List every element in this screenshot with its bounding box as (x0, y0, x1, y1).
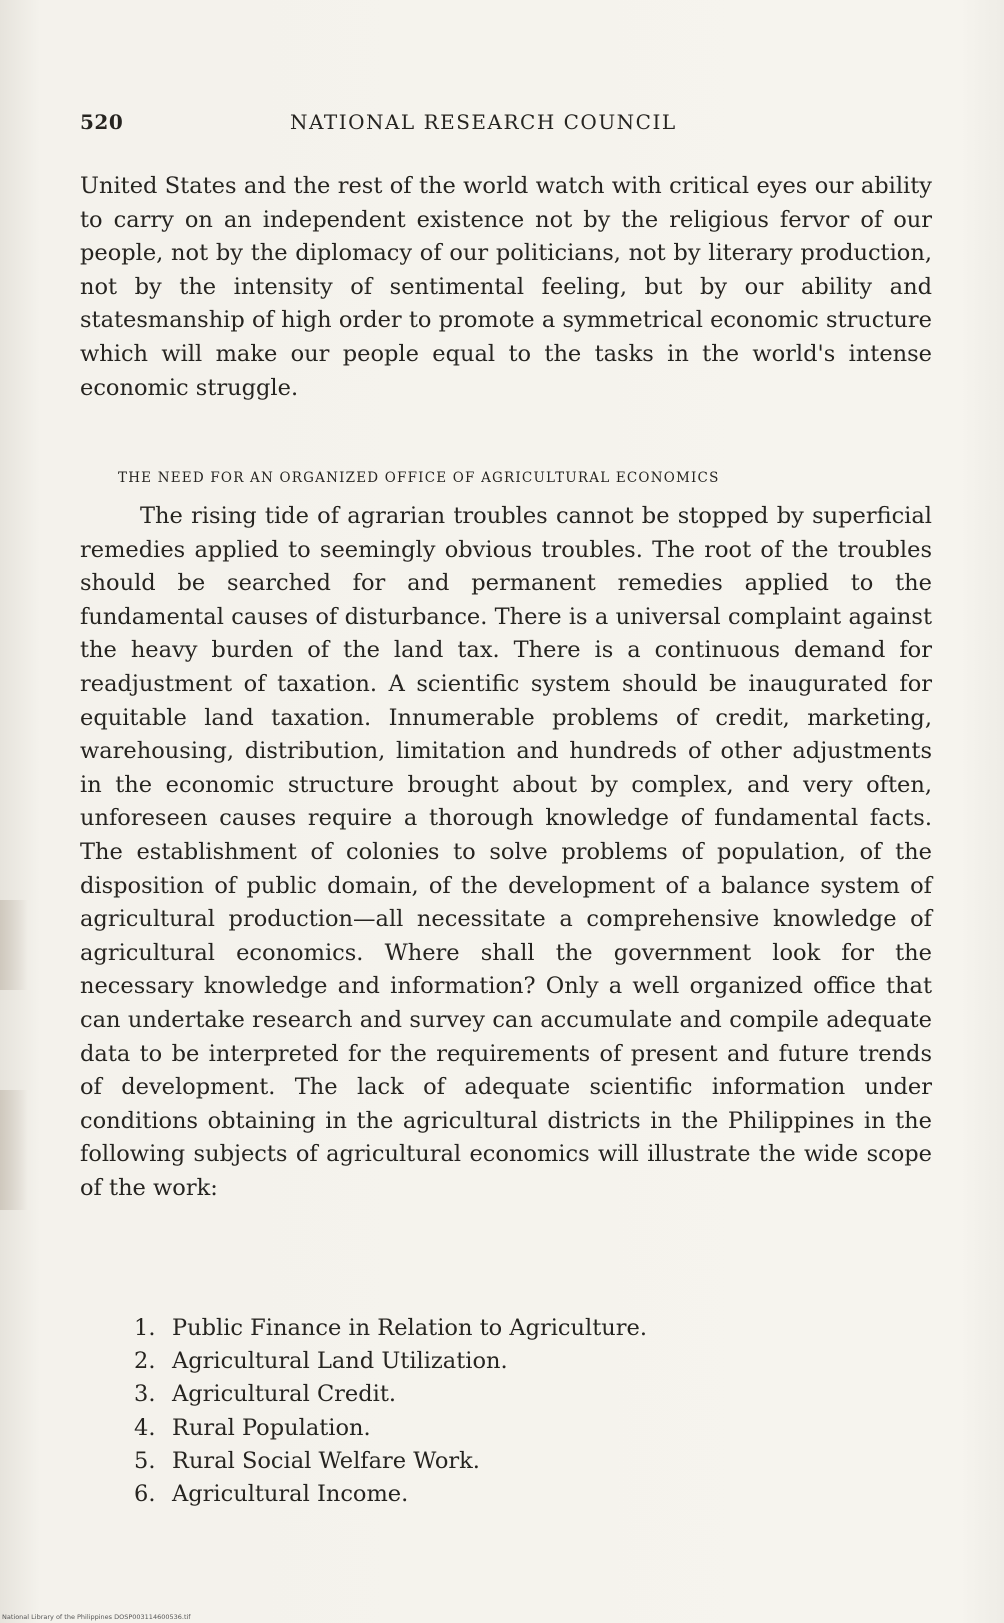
edge-smudge (0, 900, 28, 990)
paragraph-2: The rising tide of agrarian troubles cannot be stopped by superficial remedies applied to seemingly obvious troubles. The root of the troubles should be searched for and permanent remedies applied to the fundamental causes of disturbance. There is a universal complaint against the heavy burden of the land tax. There is a continuous demand for readjustment of taxation. A scientific system should be inaugurated for equitable land taxation. Innumerable problems of credit, marketing, warehousing, distribution, limitation and hundreds of other adjustments in the economic structure brought about by complex, and very often, unforeseen causes require a thorough knowledge of fundamental facts. The establishment of colonies to solve problems of population, of the disposition of public domain, of the development of a balance system of agricultural production—all necessitate a comprehensive knowledge of agricultural economics. Where shall the government look for the necessary knowledge and information? Only a well organized office that can undertake research and survey can accumulate and compile adequate data to be interpreted for the requirements of present and future trends of development. The lack of adequate scientific information under conditions obtaining in the agricultural districts in the Philippines in the following subjects of agricultural economics will illustrate the wide scope of the work: (80, 503, 932, 1201)
list-item-text: Public Finance in Relation to Agriculture. (172, 1315, 647, 1341)
list-item-number: 5. (134, 1447, 156, 1474)
scan-footer: National Library of the Philippines DOSP003114600536.tif (2, 1613, 191, 1621)
list-item-number: 4. (134, 1414, 156, 1441)
section-title: THE NEED FOR AN ORGANIZED OFFICE OF AGRICULTURAL ECONOMICS (118, 470, 720, 486)
list-item-text: Rural Social Welfare Work. (172, 1447, 480, 1474)
list-item (134, 1312, 834, 1345)
subject-list (134, 1312, 834, 1511)
running-head: NATIONAL RESEARCH COUNCIL (290, 110, 677, 134)
list-item-number: 2. (134, 1348, 156, 1375)
list-item-text: Agricultural Credit. (172, 1381, 397, 1408)
list-item-text: Agricultural Land Utilization. (172, 1348, 508, 1375)
list-item (134, 1478, 834, 1511)
page-number: 520 (80, 110, 124, 134)
list-item (134, 1378, 834, 1411)
edge-smudge (0, 1090, 28, 1210)
list-item-text: Rural Population. (172, 1414, 371, 1441)
list-item-text: Agricultural Income. (172, 1481, 409, 1508)
list-item (134, 1412, 834, 1445)
list-item-number: 3. (134, 1381, 156, 1408)
list-item (134, 1445, 834, 1478)
paragraph-1: United States and the rest of the world watch with critical eyes our ability to carry on an independent existence not by the religious fervor of our people, not by the diplomacy of our politicians, not by literary production, not by the intensity of sentimental feeling, but by our ability and statesmanship of high order to promote a symmetrical economic structure which will make our people equal to the tasks in the world's intense economic struggle. (80, 173, 932, 401)
list-item-number: 6. (134, 1481, 156, 1508)
list-item (134, 1345, 834, 1378)
list-item-number: 1. (134, 1315, 156, 1341)
page-header (80, 110, 940, 146)
